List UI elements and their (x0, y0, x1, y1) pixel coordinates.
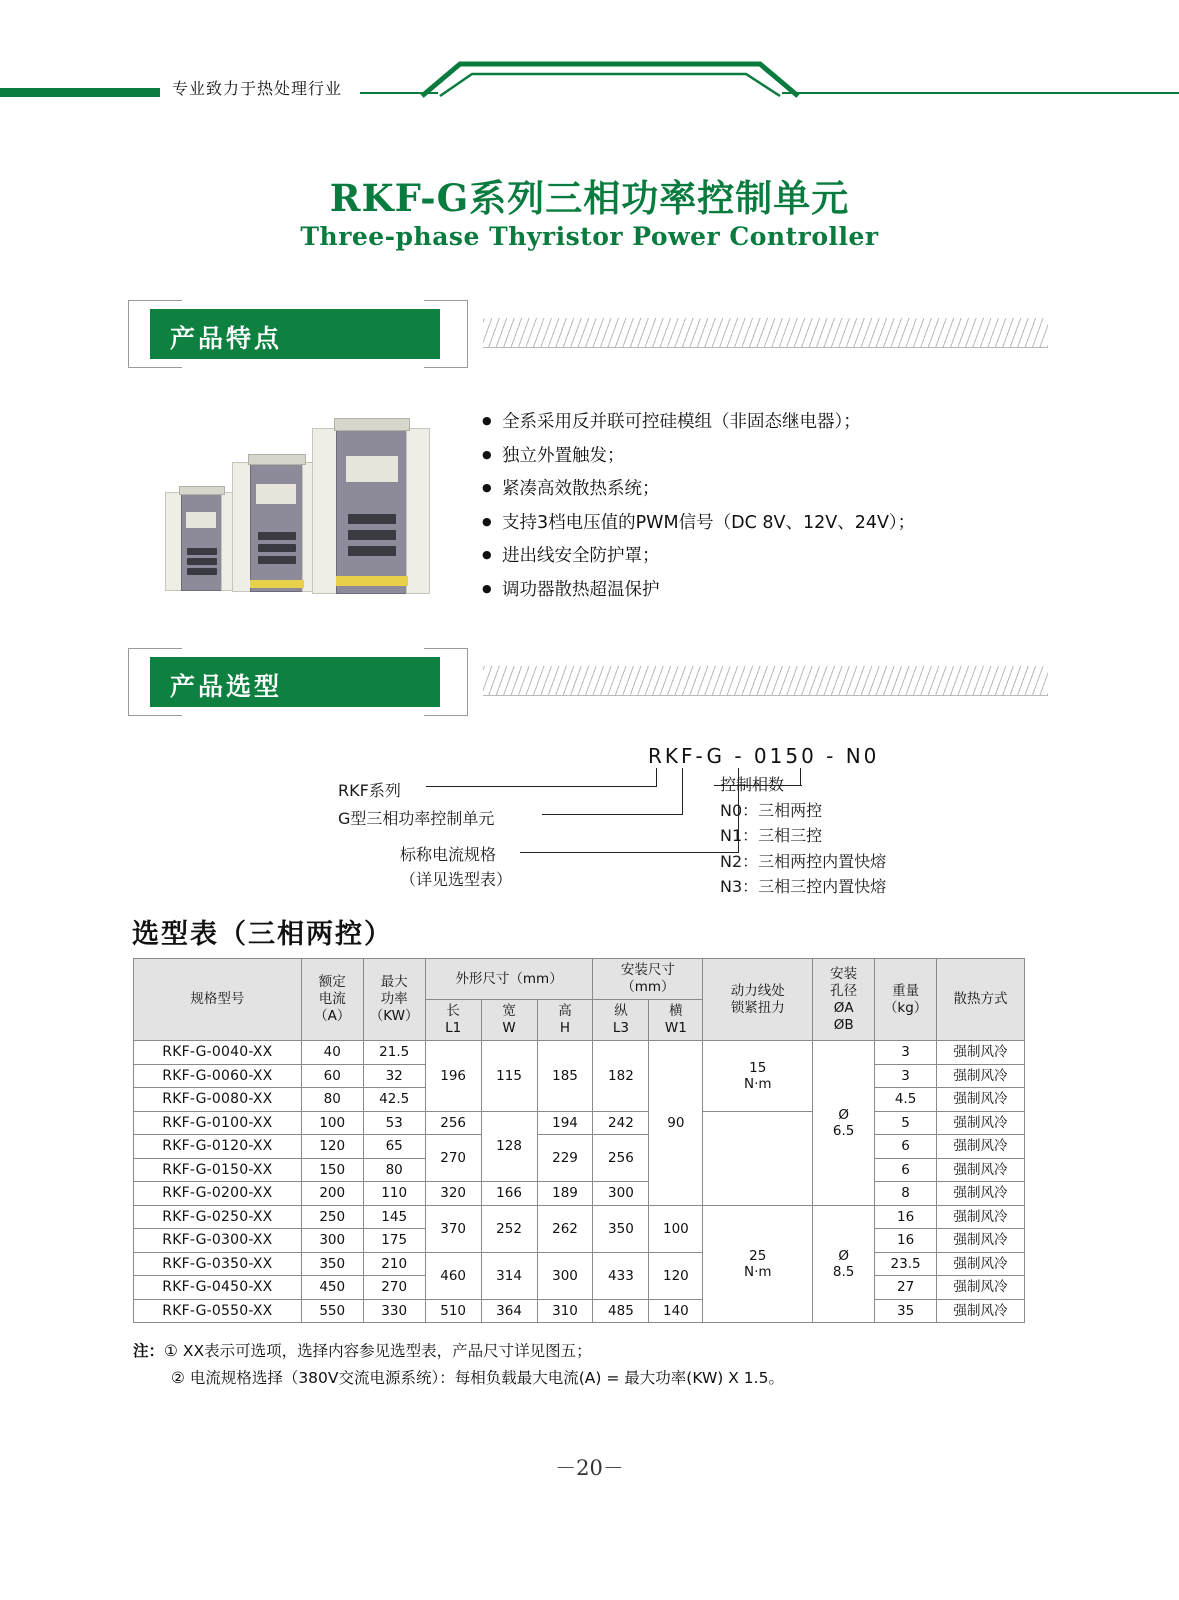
list-item: ● 紧凑高效散热系统； (482, 475, 1042, 504)
cell-model: RKF-G-0040-XX (134, 1041, 302, 1065)
cell-width: 128 (481, 1111, 537, 1182)
cell-length: 460 (425, 1252, 481, 1299)
cell-mount-h: 100 (649, 1205, 703, 1252)
cell-height: 310 (537, 1299, 593, 1323)
th-length-l1: 长 (446, 1003, 460, 1019)
section-header-selection (128, 648, 1048, 716)
cell-power: 210 (363, 1252, 425, 1276)
cell-torque (703, 1205, 813, 1323)
cell-power: 175 (363, 1229, 425, 1253)
section-title-selection: 产品选型 (170, 672, 283, 701)
code-desc-current-line1: 标称电流规格 (400, 845, 497, 864)
th-max-power-l2: 功率 (380, 991, 408, 1007)
code-desc-phase-option: N2：三相两控内置快熔 (720, 851, 887, 871)
hatch-decoration (483, 318, 1048, 348)
cell-power: 53 (363, 1111, 425, 1135)
list-item: ● 调功器散热超温保护 (482, 576, 1042, 605)
cell-mount-v: 350 (593, 1205, 649, 1252)
cell-mount-v: 433 (593, 1252, 649, 1299)
cell-model: RKF-G-0060-XX (134, 1064, 302, 1088)
th-weight-l2: （kg） (883, 999, 928, 1016)
th-width-l2: W (502, 1020, 516, 1036)
cell-torque-l2: N·m (743, 1263, 772, 1280)
cell-torque-l1: 15 (749, 1059, 767, 1076)
cell-current: 250 (301, 1205, 363, 1229)
table-row (134, 1299, 1025, 1323)
list-item: ● 进出线安全防护罩； (482, 542, 1042, 571)
code-desc-phases-title: 控制相数 (720, 775, 785, 794)
cell-mount-v: 242 (593, 1111, 649, 1135)
page-title-cn: RKF-G系列三相功率控制单元 (329, 176, 850, 220)
cell-mount-h: 140 (649, 1299, 703, 1323)
cell-weight: 16 (875, 1229, 937, 1253)
th-height-l1: 高 (558, 1003, 572, 1019)
th-rated-current-l3: （A） (314, 1008, 351, 1024)
product-unit-medium (232, 454, 320, 592)
th-height (537, 1000, 593, 1041)
table-body (134, 1041, 1025, 1323)
code-desc-current-line2: （详见选型表） (400, 870, 513, 889)
th-height-l2: H (559, 1020, 571, 1036)
code-desc-phase-option: N0：三相两控 (720, 800, 823, 820)
th-hole-l2: 孔径 (830, 982, 858, 999)
cell-model: RKF-G-0200-XX (134, 1182, 302, 1206)
table-row (134, 1111, 1025, 1135)
cell-cooling: 强制风冷 (937, 1299, 1025, 1323)
th-model: 规格型号 (134, 959, 302, 1041)
cell-current: 100 (301, 1111, 363, 1135)
product-unit-small (165, 486, 237, 591)
cell-power: 21.5 (363, 1041, 425, 1065)
spec-table (133, 958, 1025, 1323)
cell-length: 196 (425, 1041, 481, 1112)
th-outline-dim: 外形尺寸（mm） (425, 959, 593, 1000)
cell-cooling: 强制风冷 (937, 1205, 1025, 1229)
cell-height: 194 (537, 1111, 593, 1135)
cell-mount-v: 256 (593, 1135, 649, 1182)
cell-model: RKF-G-0350-XX (134, 1252, 302, 1276)
th-length (425, 1000, 481, 1041)
cell-model: RKF-G-0100-XX (134, 1111, 302, 1135)
cell-hole-l2: 6.5 (832, 1122, 855, 1139)
th-width (481, 1000, 537, 1041)
spec-table-wrapper (133, 958, 1025, 1323)
table-title: 选型表（三相两控） (132, 919, 393, 950)
cell-torque (703, 1041, 813, 1112)
cell-height: 262 (537, 1205, 593, 1252)
th-rated-current (301, 959, 363, 1041)
list-item: ● 独立外置触发； (482, 442, 1042, 471)
hatch-decoration (483, 666, 1048, 696)
header-swoosh-decoration (420, 60, 800, 98)
cell-mount-v: 300 (593, 1182, 649, 1206)
feature-list (482, 408, 1042, 609)
th-max-power (363, 959, 425, 1041)
th-rated-current-l1: 额定 (318, 974, 346, 990)
leader-tick-1 (656, 768, 657, 787)
page-number: －20－ (555, 1456, 624, 1480)
cell-power: 42.5 (363, 1088, 425, 1112)
cell-height: 300 (537, 1252, 593, 1299)
cell-torque-l1: 25 (749, 1247, 767, 1264)
cell-weight: 3 (875, 1064, 937, 1088)
cell-mount-v: 485 (593, 1299, 649, 1323)
cell-current: 450 (301, 1276, 363, 1300)
cell-current: 550 (301, 1299, 363, 1323)
th-hole-l4: ØB (833, 1016, 854, 1033)
cell-height: 185 (537, 1041, 593, 1112)
cell-model: RKF-G-0550-XX (134, 1299, 302, 1323)
cell-weight: 6 (875, 1158, 937, 1182)
cell-cooling: 强制风冷 (937, 1229, 1025, 1253)
model-code-string: RKF-G - 0150 - N0 (648, 744, 880, 768)
th-rated-current-l2: 电流 (318, 991, 346, 1007)
th-mount-h-l1: 横 (669, 1003, 683, 1019)
cell-weight: 6 (875, 1135, 937, 1159)
cell-hole-l1: Ø (838, 1106, 849, 1123)
th-hole-l1: 安装 (830, 965, 858, 982)
leader-tick-2 (682, 768, 683, 815)
header-rule-right (782, 92, 1179, 94)
cell-width: 115 (481, 1041, 537, 1112)
code-desc-type: G型三相功率控制单元 (338, 809, 495, 828)
table-row (134, 1252, 1025, 1276)
notes-block (133, 1338, 1033, 1392)
product-photo (160, 398, 435, 593)
cell-model: RKF-G-0080-XX (134, 1088, 302, 1112)
cell-weight: 4.5 (875, 1088, 937, 1112)
cell-length: 270 (425, 1135, 481, 1182)
cell-cooling: 强制风冷 (937, 1135, 1025, 1159)
list-item: ● 全系采用反并联可控硅模组（非固态继电器）； (482, 408, 1042, 437)
table-row (134, 1041, 1025, 1065)
notes-label: 注： (133, 1342, 165, 1360)
cell-cooling: 强制风冷 (937, 1252, 1025, 1276)
cell-height: 189 (537, 1182, 593, 1206)
cell-mount-v: 182 (593, 1041, 649, 1112)
cell-width: 364 (481, 1299, 537, 1323)
cell-current: 120 (301, 1135, 363, 1159)
cell-model: RKF-G-0150-XX (134, 1158, 302, 1182)
cell-cooling: 强制风冷 (937, 1158, 1025, 1182)
th-width-l1: 宽 (502, 1003, 516, 1019)
cell-cooling: 强制风冷 (937, 1276, 1025, 1300)
th-cooling: 散热方式 (937, 959, 1025, 1041)
cell-power: 80 (363, 1158, 425, 1182)
code-desc-phases (720, 772, 886, 900)
table-row (134, 1205, 1025, 1229)
leader-line-1 (426, 786, 656, 787)
code-desc-phase-option: N1：三相三控 (720, 826, 823, 845)
cell-weight: 8 (875, 1182, 937, 1206)
th-max-power-l1: 最大 (380, 974, 408, 990)
cell-power: 270 (363, 1276, 425, 1300)
th-weight-l1: 重量 (892, 982, 920, 999)
cell-model: RKF-G-0450-XX (134, 1276, 302, 1300)
th-mount-v (593, 1000, 649, 1041)
cell-model: RKF-G-0120-XX (134, 1135, 302, 1159)
table-head (134, 959, 1025, 1041)
section-title-features: 产品特点 (170, 324, 283, 353)
cell-cooling: 强制风冷 (937, 1182, 1025, 1206)
cell-power: 32 (363, 1064, 425, 1088)
cell-weight: 5 (875, 1111, 937, 1135)
cell-width: 166 (481, 1182, 537, 1206)
th-mount-dim (593, 959, 703, 1000)
cell-current: 40 (301, 1041, 363, 1065)
leader-line-2 (542, 814, 682, 815)
cell-hole-l1: Ø (838, 1247, 849, 1264)
cell-cooling: 强制风冷 (937, 1041, 1025, 1065)
cell-length: 370 (425, 1205, 481, 1252)
code-desc-series: RKF系列 (338, 781, 401, 800)
th-length-l2: L1 (445, 1020, 462, 1036)
list-item: ● 支持3档电压值的PWM信号（DC 8V、12V、24V）； (482, 509, 1042, 538)
cell-torque-blank (703, 1111, 813, 1205)
cell-mount-h: 120 (649, 1252, 703, 1299)
cell-cooling: 强制风冷 (937, 1111, 1025, 1135)
th-torque (703, 959, 813, 1041)
cell-current: 150 (301, 1158, 363, 1182)
cell-weight: 35 (875, 1299, 937, 1323)
cell-weight: 16 (875, 1205, 937, 1229)
cell-current: 80 (301, 1088, 363, 1112)
th-max-power-l3: （KW） (369, 1008, 419, 1024)
table-row (134, 1182, 1025, 1206)
cell-cooling: 强制风冷 (937, 1088, 1025, 1112)
cell-cooling: 强制风冷 (937, 1064, 1025, 1088)
page-header (0, 0, 1179, 110)
cell-weight: 27 (875, 1276, 937, 1300)
th-mount-v-l1: 纵 (614, 1003, 628, 1019)
product-unit-large (312, 418, 430, 594)
cell-power: 110 (363, 1182, 425, 1206)
th-hole-l3: ØA (833, 999, 854, 1016)
cell-hole-l2: 8.5 (832, 1263, 855, 1280)
cell-length: 320 (425, 1182, 481, 1206)
model-code-diagram (330, 740, 1030, 900)
header-tagline: 专业致力于热处理行业 (172, 79, 343, 98)
cell-mount-h: 90 (649, 1041, 703, 1206)
page-title-en: Three-phase Thyristor Power Controller (300, 222, 879, 251)
th-mount-dim-l2: （mm） (621, 979, 675, 995)
cell-weight: 3 (875, 1041, 937, 1065)
th-torque-l2: 锁紧扭力 (730, 999, 785, 1016)
th-mount-dim-l1: 安装尺寸 (620, 962, 675, 978)
cell-power: 330 (363, 1299, 425, 1323)
cell-model: RKF-G-0300-XX (134, 1229, 302, 1253)
cell-weight: 23.5 (875, 1252, 937, 1276)
cell-hole (813, 1041, 875, 1206)
code-desc-phase-option: N3：三相三控内置快熔 (720, 877, 887, 896)
th-mount-h-l2: W1 (664, 1020, 687, 1036)
cell-hole (813, 1205, 875, 1323)
th-mount-h (649, 1000, 703, 1041)
note-line-2: ② 电流规格选择（380V交流电源系统）：每相负载最大电流(A) = 最大功率(KW) X 1.5。 (171, 1369, 784, 1387)
cell-power: 65 (363, 1135, 425, 1159)
cell-length: 256 (425, 1111, 481, 1135)
section-header-features (128, 300, 1048, 368)
cell-model: RKF-G-0250-XX (134, 1205, 302, 1229)
code-desc-current (400, 842, 512, 892)
cell-current: 60 (301, 1064, 363, 1088)
th-hole (813, 959, 875, 1041)
cell-power: 145 (363, 1205, 425, 1229)
leader-line-3 (520, 852, 738, 853)
th-mount-v-l2: L3 (612, 1020, 629, 1036)
cell-height: 229 (537, 1135, 593, 1182)
cell-current: 300 (301, 1229, 363, 1253)
table-row (134, 1135, 1025, 1159)
note-text-1: ① XX表示可选项，选择内容参见选型表，产品尺寸详见图五； (164, 1342, 592, 1360)
th-torque-l1: 动力线处 (730, 982, 785, 999)
cell-width: 252 (481, 1205, 537, 1252)
th-weight (875, 959, 937, 1041)
cell-torque-l2: N·m (743, 1075, 772, 1092)
note-line-1 (133, 1338, 1033, 1365)
cell-current: 200 (301, 1182, 363, 1206)
header-green-bar (0, 88, 160, 97)
cell-length: 510 (425, 1299, 481, 1323)
cell-width: 314 (481, 1252, 537, 1299)
cell-current: 350 (301, 1252, 363, 1276)
